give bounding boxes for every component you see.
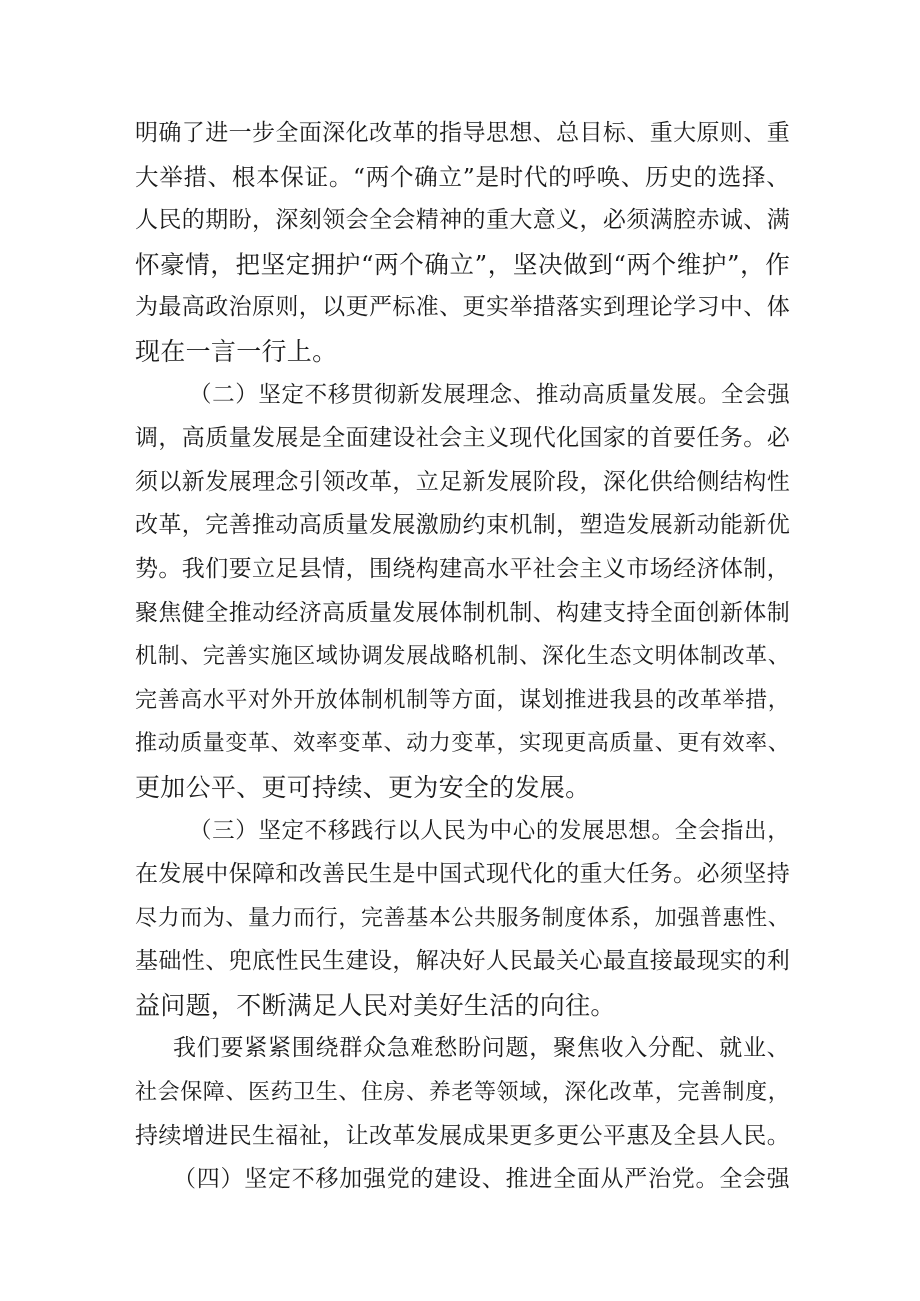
text-line-19: 尽力而为、量力而行，完善基本公共服务制度体系，加强普惠性、 bbox=[135, 905, 790, 931]
document-body bbox=[135, 112, 790, 1202]
section-heading-two: （二）坚定不移贯彻新发展理念、推动高质量发展。全会强 bbox=[189, 381, 790, 408]
text-line-4: 怀豪情，把坚定拥护“两个确立”，坚决做到“两个维护”，作 bbox=[135, 249, 790, 279]
text-line-14: 完善高水平对外开放体制机制等方面，谋划推进我县的改革举措， bbox=[135, 687, 790, 713]
text-line-2: 大举措、根本保证。“两个确立”是时代的呼唤、历史的选择、 bbox=[135, 162, 790, 191]
text-line-24: 持续增进民生福祉，让改革发展成果更多更公平惠及全县人民。 bbox=[135, 1122, 790, 1149]
text-line-15: 推动质量变革、效率变革、动力变革，实现更高质量、更有效率、 bbox=[135, 731, 790, 757]
text-line-10: 改革，完善推动高质量发展激励约束机制，塑造发展新动能新优 bbox=[135, 512, 790, 539]
text-line-18: 在发展中保障和改善民生是中国式现代化的重大任务。必须坚持 bbox=[135, 861, 790, 888]
text-line-13: 机制、完善实施区域协调发展战略机制、深化生态文明体制改革、 bbox=[135, 644, 790, 670]
text-line-3: 人民的期盼，深刻领会全会精神的重大意义，必须满腔赤诚、满 bbox=[135, 207, 790, 234]
text-line-11: 势。我们要立足县情，围绕构建高水平社会主义市场经济体制， bbox=[135, 555, 790, 582]
text-line-6: 现在一言一行上。 bbox=[135, 336, 338, 366]
text-line-9: 须以新发展理念引领改革，立足新发展阶段，深化供给侧结构性 bbox=[135, 468, 790, 495]
section-heading-four: （四）坚定不移加强党的建设、推进全面从严治党。全会强 bbox=[173, 1166, 790, 1193]
section-heading-three: （三）坚定不移践行以人民为中心的发展思想。全会指出， bbox=[189, 817, 790, 844]
text-line-22: 我们要紧紧围绕群众急难愁盼问题，聚焦收入分配、就业、 bbox=[173, 1035, 790, 1062]
text-line-1: 明确了进一步全面深化改革的指导思想、总目标、重大原则、重 bbox=[135, 120, 790, 146]
text-line-16: 更加公平、更可持续、更为安全的发展。 bbox=[135, 772, 591, 802]
text-line-5: 为最高政治原则，以更严标准、更实举措落实到理论学习中、体 bbox=[135, 294, 790, 321]
text-line-12: 聚焦健全推动经济高质量发展体制机制、构建支持全面创新体制 bbox=[135, 599, 790, 626]
text-line-20: 基础性、兜底性民生建设，解决好人民最关心最直接最现实的利 bbox=[135, 948, 790, 975]
text-line-23: 社会保障、医药卫生、住房、养老等领域，深化改革，完善制度， bbox=[135, 1080, 790, 1106]
text-line-21: 益问题，不断满足人民对美好生活的向往。 bbox=[135, 990, 616, 1020]
text-line-8: 调，高质量发展是全面建设社会主义现代化国家的首要任务。必 bbox=[135, 425, 790, 452]
